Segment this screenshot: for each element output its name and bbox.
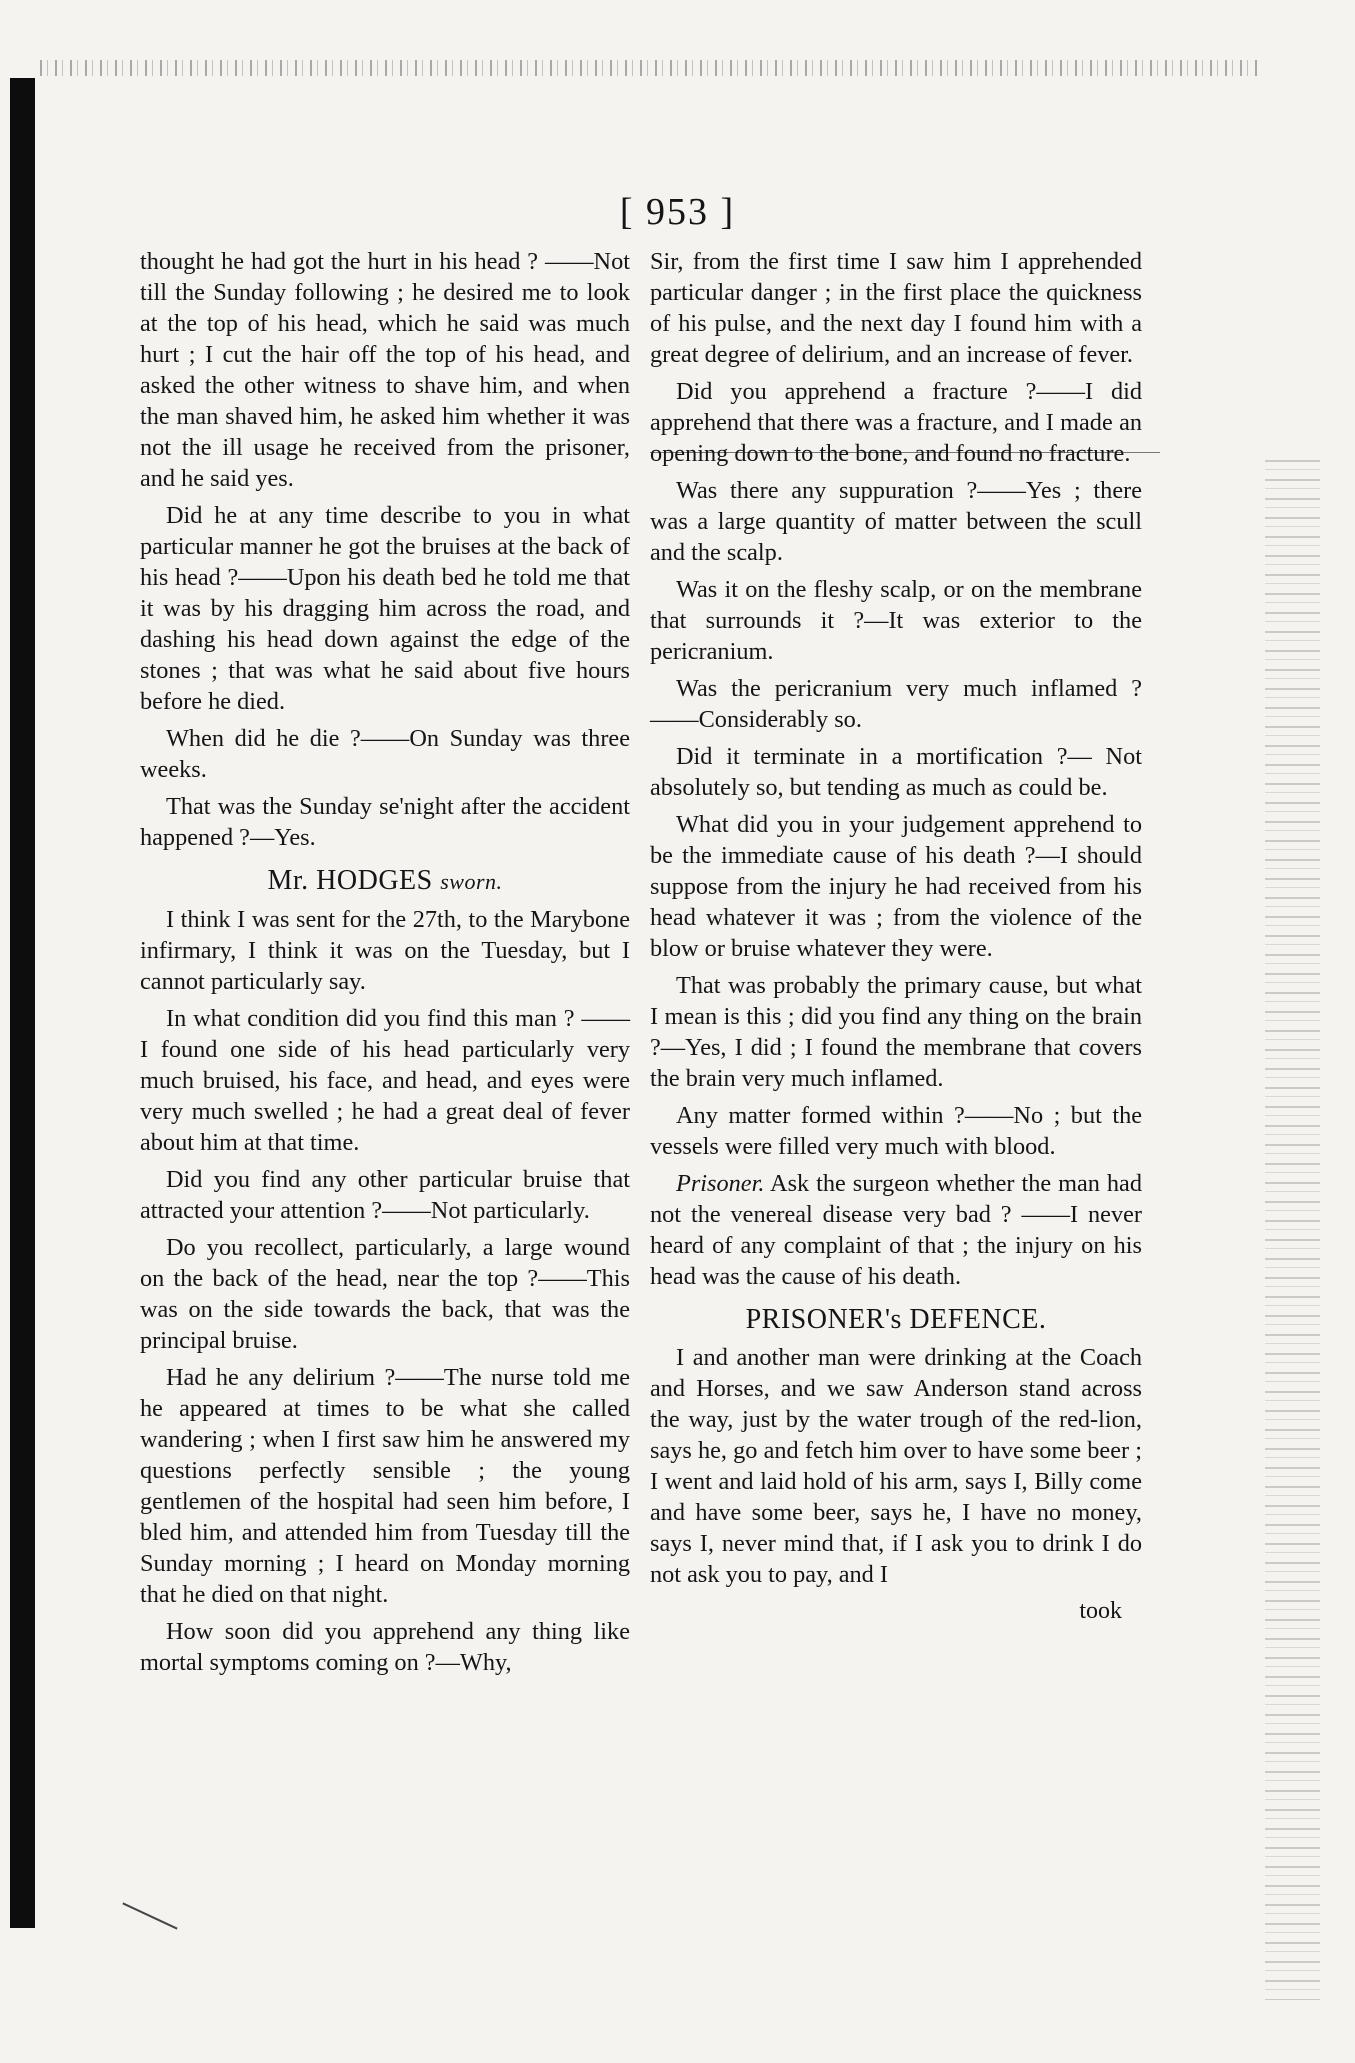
paragraph: Did it terminate in a mortification ?— Not absolutely so, but tending as much as could be. [650,743,1142,801]
paragraph: When did he die ?——On Sunday was three weeks. [140,725,630,783]
paragraph: That was the Sunday se'night after the accident happened ?—Yes. [140,793,630,851]
scan-noise-top [40,60,1260,76]
paragraph: Did you apprehend a fracture ?——I did apprehend that there was a fracture, and I made an opening down to the bone, and found no fracture. [650,378,1142,467]
paragraph: That was probably the primary cause, but what I mean is this ; did you find any thing on the brain ?—Yes, I did ; I found the membrane that covers the brain very much inflamed. [650,972,1142,1092]
paragraph: Sir, from the first time I saw him I apprehended particular danger ; in the first place the quickness of his pulse, and the next day I found him with a great degree of delirium, and an increase of fever. [650,248,1142,368]
paragraph: Was the pericranium very much inflamed ?——Considerably so. [650,675,1142,733]
paragraph: Any matter formed within ?——No ; but the vessels were filled very much with blood. [650,1102,1142,1160]
paragraph: Did he at any time describe to you in what particular manner he got the bruises at the back of his head ?——Upon his death bed he told me that it was by his dragging him across the road, and dashing his head down against the edge of the stones ; that was what he said about five hours before he died. [140,502,630,715]
prisoner-label: Prisoner. [676,1170,765,1197]
paragraph: Did you find any other particular bruise that attracted your attention ?——Not particularly. [140,1166,630,1224]
defence-heading: PRISONER's DEFENCE. [745,1304,1047,1335]
paragraph: I think I was sent for the 27th, to the Marybone infirmary, I think it was on the Tuesday, but I cannot particularly say. [140,906,630,995]
page-number: [ 953 ] [619,191,736,233]
defence-paragraph: I and another man were drinking at the Coach and Horses, and we saw Anderson stand across the way, just by the water trough of the red-lion, says he, go and fetch him over to have some beer ; I went and laid hold of his arm, says I, Billy come and have some beer, says he, I have no money, says I, never mind that, if I ask you to drink I do not ask you to pay, and I [650,1344,1142,1588]
paragraph: Was there any suppuration ?——Yes ; there was a large quantity of matter between the scull and the scalp. [650,477,1142,566]
paragraph: Had he any delirium ?——The nurse told me he appeared at times to be what she called wandering ; when I first saw him he answered my questions perfectly sensible ; the young gentlemen of the hospital had seen him before, I bled him, and attended him from Tuesday till the Sunday morning ; I heard on Monday morning that he died on that night. [140,1364,630,1608]
right-column [650,246,1142,1626]
catchword: took [1079,1598,1122,1624]
paragraph: In what condition did you find this man ? ——I found one side of his head particularly very much bruised, his face, and head, and eyes were very much swelled ; he had a great deal of fever about him at that time. [140,1005,630,1156]
paragraph: How soon did you apprehend any thing like mortal symptoms coming on ?—Why, [140,1618,630,1676]
prisoner-text: Ask the surgeon whether the man had not the venereal disease very bad ? ——I never heard of any complaint of that ; the injury on his head was the cause of his death. [650,1170,1142,1290]
scan-noise-right [1265,460,1320,2000]
scan-edge-shadow [10,78,35,1928]
left-column [140,246,630,1684]
witness-name: Mr. HODGES [267,865,433,896]
paragraph: Was it on the fleshy scalp, or on the membrane that surrounds it ?—It was exterior to the pericranium. [650,576,1142,665]
paragraph: thought he had got the hurt in his head ? ——Not till the Sunday following ; he desired me to look at the top of his head, which he said was much hurt ; I cut the hair off the top of his head, and asked the other witness to shave him, and when the man shaved him, he asked him whether it was not the ill usage he received from the prisoner, and he said yes. [140,248,630,492]
section-heading [140,863,630,900]
paragraph: Do you recollect, particularly, a large wound on the back of the head, near the top ?——This was on the side towards the back, that was the principal bruise. [140,1234,630,1354]
witness-sworn: sworn. [440,869,503,894]
pen-stroke [122,1902,177,1929]
paragraph: What did you in your judgement apprehend to be the immediate cause of his death ?—I should suppose from the injury he had received from his head whatever it was ; from the violence of the blow or bruise whatever they were. [650,811,1142,962]
prisoner-paragraph [650,1168,1142,1292]
